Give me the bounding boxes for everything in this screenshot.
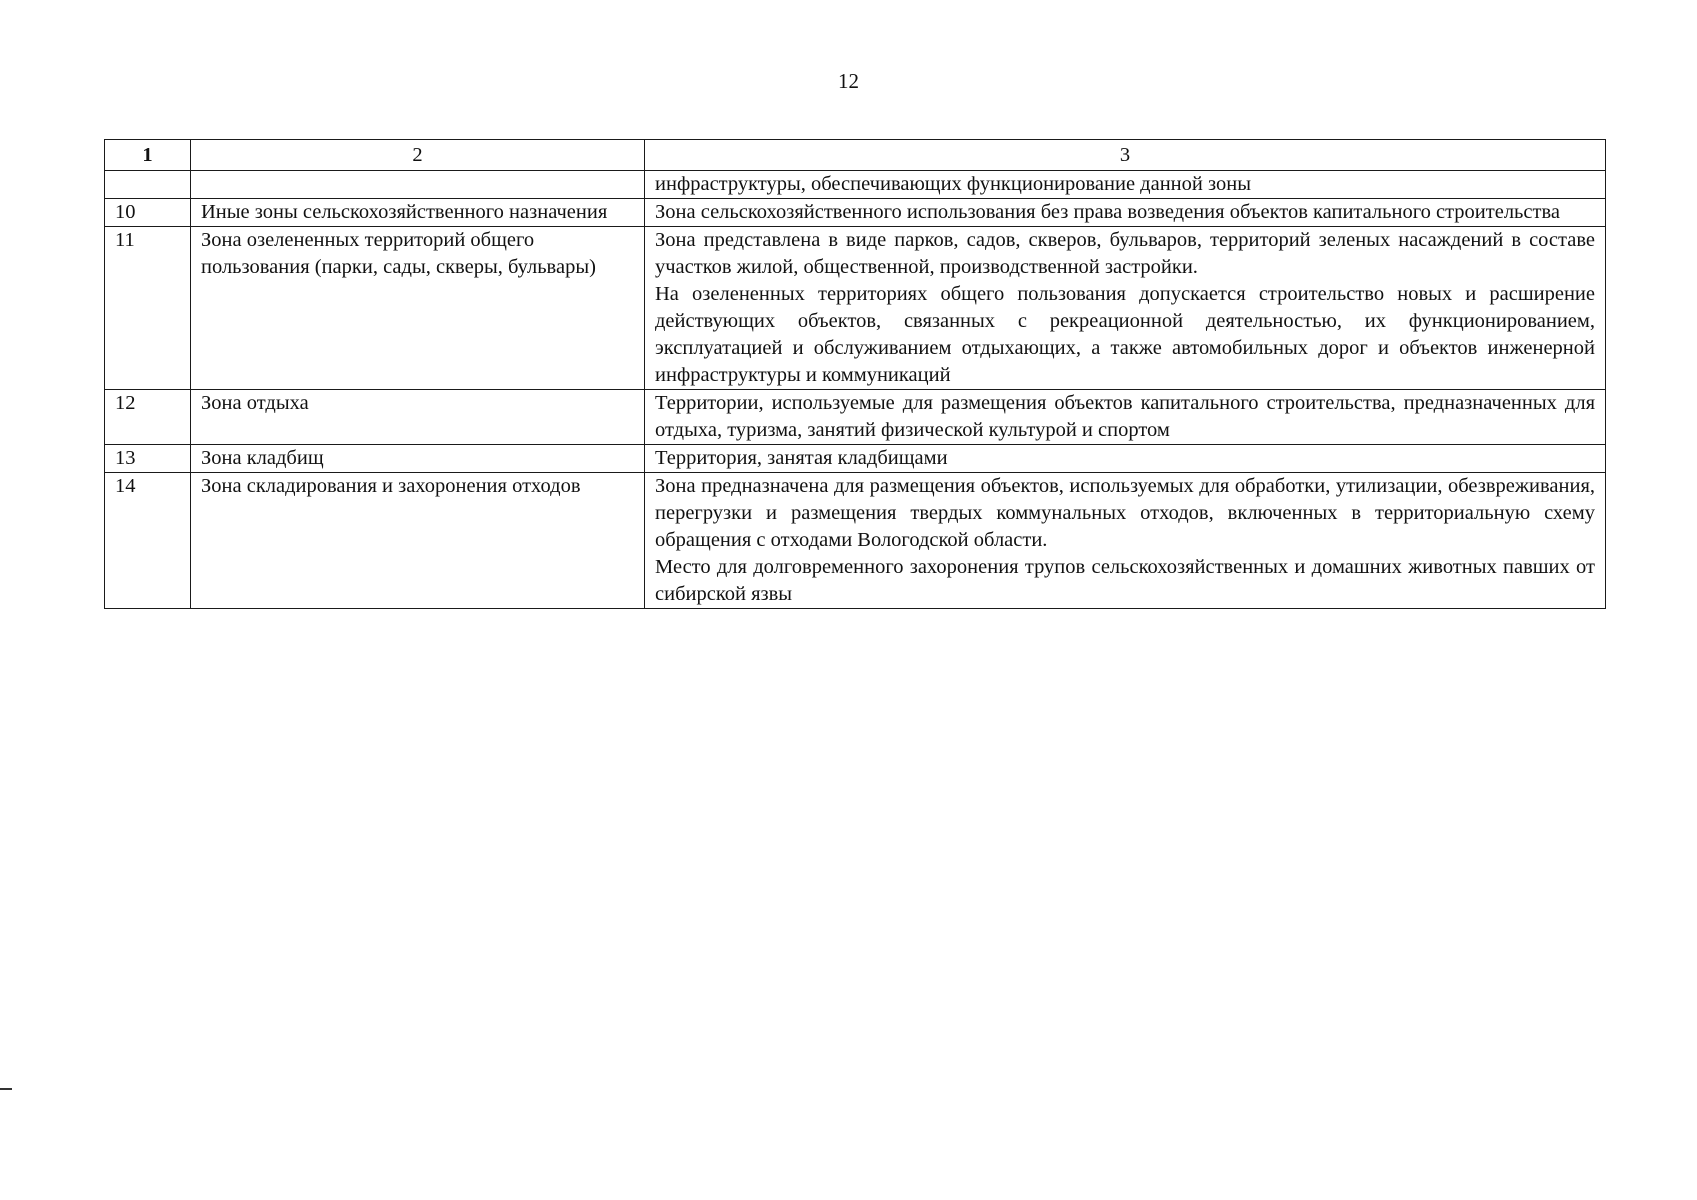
row-number: 13 <box>105 445 191 473</box>
zone-description <box>645 473 1606 609</box>
description-paragraph: Территория, занятая кладбищами <box>655 447 948 469</box>
zones-table <box>104 139 1606 609</box>
table-row <box>105 227 1606 390</box>
zone-name: Зона складирования и захоронения отходов <box>191 473 645 609</box>
description-paragraph: инфраструктуры, обеспечивающих функционирование данной зоны <box>655 173 1251 195</box>
description-paragraph: На озелененных территориях общего пользования допускается строительство новых и расширение действующих объектов, связанных с рекреационной деятельностью, их функционированием, эксплуатацией и обслуживанием отдыхающих, а также автомобильных дорог и объектов инженерной инфраструктуры и коммуникаций <box>655 283 1595 386</box>
zone-name: Зона кладбищ <box>191 445 645 473</box>
column-header-1: 1 <box>105 140 191 171</box>
description-paragraph: Территории, используемые для размещения объектов капитального строительства, предназначенных для отдыха, туризма, занятий физической культурой и спортом <box>655 392 1595 441</box>
zone-name <box>191 171 645 199</box>
table-row <box>105 390 1606 445</box>
zone-description <box>645 445 1606 473</box>
table-row <box>105 445 1606 473</box>
table-row <box>105 473 1606 609</box>
zone-description <box>645 171 1606 199</box>
description-paragraph: Место для долговременного захоронения трупов сельскохозяйственных и домашних животных павших от сибирской язвы <box>655 556 1595 605</box>
row-number: 11 <box>105 227 191 390</box>
zone-description <box>645 227 1606 390</box>
zone-name: Зона озелененных территорий общего пользования (парки, сады, скверы, бульвары) <box>191 227 645 390</box>
column-header-3: 3 <box>645 140 1606 171</box>
table-row <box>105 199 1606 227</box>
zone-description <box>645 390 1606 445</box>
zone-name: Зона отдыха <box>191 390 645 445</box>
description-paragraph: Зона предназначена для размещения объектов, используемых для обработки, утилизации, обезвреживания, перегрузки и размещения твердых коммунальных отходов, включенных в территориальную схему обращения с отходами Вологодской области. <box>655 475 1595 551</box>
row-number: 14 <box>105 473 191 609</box>
zone-name: Иные зоны сельскохозяйственного назначения <box>191 199 645 227</box>
table-row <box>105 171 1606 199</box>
description-paragraph: Зона сельскохозяйственного использования без права возведения объектов капитального строительства <box>655 201 1560 223</box>
description-paragraph: Зона представлена в виде парков, садов, скверов, бульваров, территорий зеленых насаждений в составе участков жилой, общественной, производственной застройки. <box>655 229 1595 278</box>
page-number: 12 <box>838 69 859 93</box>
row-number: 12 <box>105 390 191 445</box>
zone-description <box>645 199 1606 227</box>
margin-mark <box>0 1088 12 1090</box>
row-number: 10 <box>105 199 191 227</box>
table-header-row <box>105 140 1606 171</box>
column-header-2: 2 <box>191 140 645 171</box>
row-number <box>105 171 191 199</box>
